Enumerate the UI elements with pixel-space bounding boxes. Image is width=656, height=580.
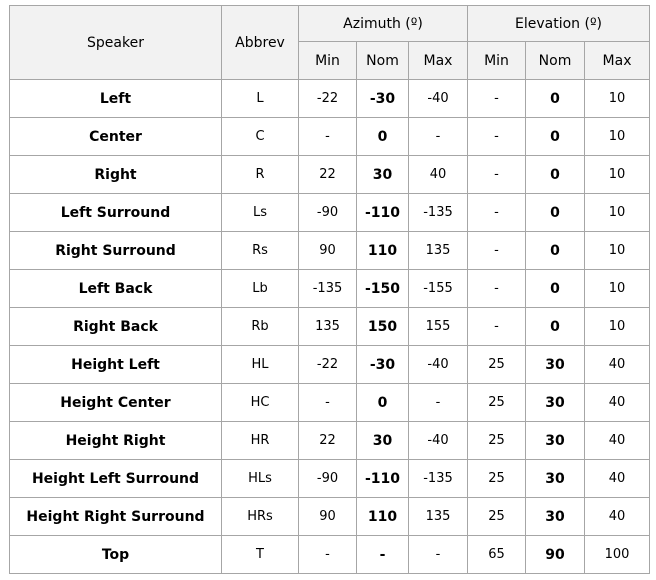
cell-azimuth-max: -135 bbox=[409, 194, 468, 232]
cell-elevation-max: 10 bbox=[585, 308, 650, 346]
cell-speaker: Left Surround bbox=[10, 194, 222, 232]
cell-speaker: Center bbox=[10, 118, 222, 156]
cell-azimuth-nom: -110 bbox=[357, 460, 409, 498]
table-row bbox=[10, 308, 650, 346]
cell-speaker: Right bbox=[10, 156, 222, 194]
cell-abbrev: HLs bbox=[222, 460, 299, 498]
cell-elevation-max: 10 bbox=[585, 118, 650, 156]
cell-abbrev: HC bbox=[222, 384, 299, 422]
cell-elevation-min: - bbox=[468, 80, 526, 118]
cell-elevation-nom: 0 bbox=[526, 80, 585, 118]
table-row bbox=[10, 194, 650, 232]
speaker-layout-table bbox=[9, 5, 650, 574]
header-row bbox=[10, 6, 650, 42]
cell-azimuth-min: - bbox=[299, 384, 357, 422]
cell-azimuth-nom: 110 bbox=[357, 498, 409, 536]
cell-elevation-min: - bbox=[468, 156, 526, 194]
cell-elevation-max: 40 bbox=[585, 346, 650, 384]
cell-elevation-min: - bbox=[468, 118, 526, 156]
cell-speaker: Height Left Surround bbox=[10, 460, 222, 498]
table-row bbox=[10, 80, 650, 118]
cell-elevation-min: 25 bbox=[468, 460, 526, 498]
cell-azimuth-min: -22 bbox=[299, 80, 357, 118]
cell-abbrev: Ls bbox=[222, 194, 299, 232]
cell-speaker: Height Right Surround bbox=[10, 498, 222, 536]
cell-elevation-nom: 30 bbox=[526, 460, 585, 498]
cell-azimuth-max: 135 bbox=[409, 232, 468, 270]
header-elevation: Elevation (º) bbox=[468, 6, 650, 42]
cell-speaker: Left Back bbox=[10, 270, 222, 308]
cell-azimuth-min: 22 bbox=[299, 422, 357, 460]
table-row bbox=[10, 384, 650, 422]
cell-abbrev: HL bbox=[222, 346, 299, 384]
cell-elevation-max: 10 bbox=[585, 80, 650, 118]
table-body bbox=[10, 80, 650, 574]
subheader-el-min: Min bbox=[468, 42, 526, 80]
cell-azimuth-nom: 0 bbox=[357, 384, 409, 422]
header-speaker: Speaker bbox=[10, 6, 222, 80]
cell-azimuth-max: 40 bbox=[409, 156, 468, 194]
cell-elevation-nom: 30 bbox=[526, 498, 585, 536]
cell-speaker: Right Back bbox=[10, 308, 222, 346]
table-row bbox=[10, 232, 650, 270]
cell-elevation-min: 25 bbox=[468, 422, 526, 460]
cell-abbrev: C bbox=[222, 118, 299, 156]
cell-abbrev: Lb bbox=[222, 270, 299, 308]
cell-azimuth-nom: -30 bbox=[357, 346, 409, 384]
cell-elevation-min: 25 bbox=[468, 346, 526, 384]
cell-azimuth-max: - bbox=[409, 384, 468, 422]
subheader-az-max: Max bbox=[409, 42, 468, 80]
cell-elevation-nom: 0 bbox=[526, 232, 585, 270]
cell-elevation-min: 65 bbox=[468, 536, 526, 574]
cell-azimuth-nom: -150 bbox=[357, 270, 409, 308]
cell-azimuth-max: 135 bbox=[409, 498, 468, 536]
cell-azimuth-min: 90 bbox=[299, 232, 357, 270]
cell-azimuth-max: -40 bbox=[409, 80, 468, 118]
cell-azimuth-max: -155 bbox=[409, 270, 468, 308]
cell-elevation-min: - bbox=[468, 270, 526, 308]
cell-elevation-nom: 90 bbox=[526, 536, 585, 574]
cell-abbrev: R bbox=[222, 156, 299, 194]
cell-elevation-nom: 30 bbox=[526, 384, 585, 422]
cell-azimuth-nom: - bbox=[357, 536, 409, 574]
cell-azimuth-min: 90 bbox=[299, 498, 357, 536]
cell-elevation-nom: 0 bbox=[526, 118, 585, 156]
cell-speaker: Left bbox=[10, 80, 222, 118]
cell-elevation-min: 25 bbox=[468, 384, 526, 422]
cell-azimuth-min: 135 bbox=[299, 308, 357, 346]
cell-azimuth-max: 155 bbox=[409, 308, 468, 346]
cell-elevation-max: 10 bbox=[585, 156, 650, 194]
table-row bbox=[10, 156, 650, 194]
cell-speaker: Height Left bbox=[10, 346, 222, 384]
table-row bbox=[10, 346, 650, 384]
cell-abbrev: HR bbox=[222, 422, 299, 460]
cell-azimuth-min: - bbox=[299, 118, 357, 156]
cell-elevation-max: 10 bbox=[585, 232, 650, 270]
cell-azimuth-min: - bbox=[299, 536, 357, 574]
cell-azimuth-max: - bbox=[409, 536, 468, 574]
cell-speaker: Right Surround bbox=[10, 232, 222, 270]
cell-elevation-nom: 0 bbox=[526, 194, 585, 232]
cell-azimuth-max: -135 bbox=[409, 460, 468, 498]
cell-abbrev: L bbox=[222, 80, 299, 118]
cell-elevation-min: - bbox=[468, 308, 526, 346]
cell-abbrev: Rb bbox=[222, 308, 299, 346]
cell-elevation-min: - bbox=[468, 194, 526, 232]
cell-azimuth-max: - bbox=[409, 118, 468, 156]
cell-azimuth-min: -135 bbox=[299, 270, 357, 308]
cell-azimuth-min: -90 bbox=[299, 460, 357, 498]
subheader-az-nom: Nom bbox=[357, 42, 409, 80]
cell-azimuth-min: -90 bbox=[299, 194, 357, 232]
cell-azimuth-nom: 150 bbox=[357, 308, 409, 346]
table-row bbox=[10, 536, 650, 574]
header-azimuth: Azimuth (º) bbox=[299, 6, 468, 42]
table-row bbox=[10, 118, 650, 156]
cell-azimuth-nom: -30 bbox=[357, 80, 409, 118]
cell-abbrev: Rs bbox=[222, 232, 299, 270]
cell-speaker: Height Right bbox=[10, 422, 222, 460]
cell-elevation-max: 40 bbox=[585, 422, 650, 460]
table-header bbox=[10, 6, 650, 80]
cell-speaker: Height Center bbox=[10, 384, 222, 422]
cell-elevation-nom: 0 bbox=[526, 156, 585, 194]
cell-azimuth-nom: 0 bbox=[357, 118, 409, 156]
cell-elevation-nom: 30 bbox=[526, 346, 585, 384]
cell-azimuth-nom: 30 bbox=[357, 422, 409, 460]
table-row bbox=[10, 422, 650, 460]
cell-elevation-max: 10 bbox=[585, 194, 650, 232]
cell-abbrev: T bbox=[222, 536, 299, 574]
cell-abbrev: HRs bbox=[222, 498, 299, 536]
cell-elevation-nom: 0 bbox=[526, 270, 585, 308]
cell-azimuth-min: 22 bbox=[299, 156, 357, 194]
table-row bbox=[10, 498, 650, 536]
subheader-el-nom: Nom bbox=[526, 42, 585, 80]
cell-azimuth-nom: 110 bbox=[357, 232, 409, 270]
cell-elevation-max: 100 bbox=[585, 536, 650, 574]
subheader-el-max: Max bbox=[585, 42, 650, 80]
cell-elevation-max: 10 bbox=[585, 270, 650, 308]
cell-elevation-nom: 30 bbox=[526, 422, 585, 460]
table-row bbox=[10, 460, 650, 498]
cell-elevation-max: 40 bbox=[585, 460, 650, 498]
cell-elevation-min: - bbox=[468, 232, 526, 270]
subheader-az-min: Min bbox=[299, 42, 357, 80]
cell-azimuth-max: -40 bbox=[409, 422, 468, 460]
cell-azimuth-min: -22 bbox=[299, 346, 357, 384]
cell-elevation-max: 40 bbox=[585, 498, 650, 536]
cell-azimuth-max: -40 bbox=[409, 346, 468, 384]
cell-elevation-nom: 0 bbox=[526, 308, 585, 346]
cell-azimuth-nom: -110 bbox=[357, 194, 409, 232]
table-row bbox=[10, 270, 650, 308]
cell-speaker: Top bbox=[10, 536, 222, 574]
header-abbrev: Abbrev bbox=[222, 6, 299, 80]
cell-elevation-max: 40 bbox=[585, 384, 650, 422]
cell-azimuth-nom: 30 bbox=[357, 156, 409, 194]
cell-elevation-min: 25 bbox=[468, 498, 526, 536]
